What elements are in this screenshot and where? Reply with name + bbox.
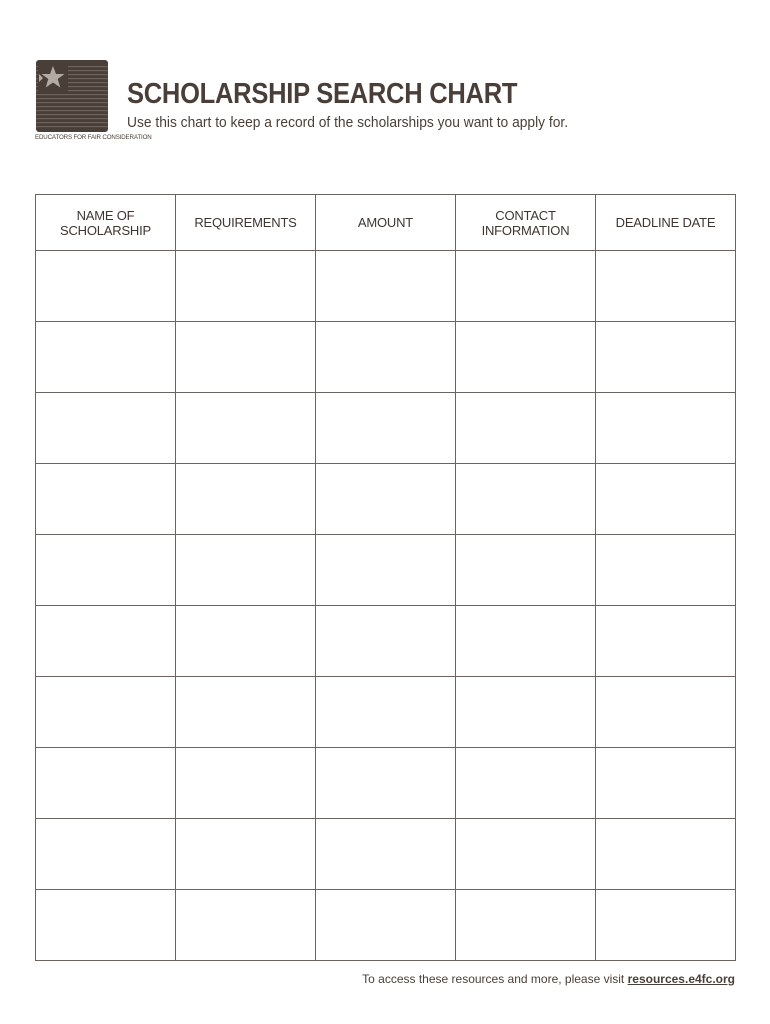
table-cell[interactable] (316, 819, 456, 890)
table-cell[interactable] (176, 464, 316, 535)
table-cell[interactable] (596, 393, 736, 464)
table-row (36, 464, 736, 535)
table-row (36, 251, 736, 322)
table-cell[interactable] (176, 322, 316, 393)
table-cell[interactable] (456, 677, 596, 748)
table-cell[interactable] (456, 890, 596, 961)
table-cell[interactable] (596, 748, 736, 819)
table-row (36, 606, 736, 677)
flag-star-logo (36, 60, 108, 132)
table-cell[interactable] (36, 677, 176, 748)
table-header-row (36, 195, 736, 251)
table-cell[interactable] (316, 535, 456, 606)
table-cell[interactable] (316, 251, 456, 322)
table-cell[interactable] (36, 819, 176, 890)
table-row (36, 819, 736, 890)
table-cell[interactable] (596, 819, 736, 890)
table-cell[interactable] (176, 251, 316, 322)
table-row (36, 890, 736, 961)
footer (362, 972, 735, 986)
table-cell[interactable] (176, 748, 316, 819)
table-row (36, 393, 736, 464)
table-cell[interactable] (596, 322, 736, 393)
table-cell[interactable] (176, 535, 316, 606)
table-cell[interactable] (316, 677, 456, 748)
table-cell[interactable] (456, 464, 596, 535)
table-cell[interactable] (456, 322, 596, 393)
table-cell[interactable] (36, 464, 176, 535)
table-cell[interactable] (456, 251, 596, 322)
table-cell[interactable] (36, 393, 176, 464)
table-cell[interactable] (316, 890, 456, 961)
table-cell[interactable] (176, 890, 316, 961)
table-cell[interactable] (36, 748, 176, 819)
table-cell[interactable] (596, 464, 736, 535)
table-cell[interactable] (596, 535, 736, 606)
table-row (36, 535, 736, 606)
table-body (36, 251, 736, 961)
column-header-requirements: REQUIREMENTS (176, 195, 316, 251)
table-cell[interactable] (316, 748, 456, 819)
table-cell[interactable] (36, 535, 176, 606)
table-cell[interactable] (596, 606, 736, 677)
table-cell[interactable] (176, 393, 316, 464)
table-cell[interactable] (316, 464, 456, 535)
page-title: SCHOLARSHIP SEARCH CHART (127, 78, 518, 110)
table-cell[interactable] (316, 393, 456, 464)
table-cell[interactable] (176, 606, 316, 677)
column-header-amount: AMOUNT (316, 195, 456, 251)
table-cell[interactable] (456, 393, 596, 464)
table-row (36, 677, 736, 748)
table-cell[interactable] (176, 819, 316, 890)
table-row (36, 748, 736, 819)
table-cell[interactable] (596, 890, 736, 961)
table-cell[interactable] (456, 819, 596, 890)
scholarship-table (35, 194, 736, 961)
table-cell[interactable] (316, 606, 456, 677)
table-cell[interactable] (36, 606, 176, 677)
column-header-contact: CONTACT INFORMATION (456, 195, 596, 251)
flag-star-icon (36, 60, 108, 132)
resources-link[interactable]: resources.e4fc.org (627, 972, 735, 986)
table-cell[interactable] (456, 535, 596, 606)
table-cell[interactable] (36, 251, 176, 322)
table-cell[interactable] (36, 890, 176, 961)
table-cell[interactable] (316, 322, 456, 393)
column-header-name: NAME OF SCHOLARSHIP (36, 195, 176, 251)
table-cell[interactable] (36, 322, 176, 393)
table-cell[interactable] (456, 748, 596, 819)
organization-name: EDUCATORS FOR FAIR CONSIDERATION (35, 134, 152, 141)
table-row (36, 322, 736, 393)
column-header-deadline: DEADLINE DATE (596, 195, 736, 251)
page-subtitle: Use this chart to keep a record of the scholarships you want to apply for. (127, 114, 569, 131)
table-cell[interactable] (596, 251, 736, 322)
table-cell[interactable] (456, 606, 596, 677)
footer-text: To access these resources and more, please visit (362, 972, 628, 986)
table-cell[interactable] (176, 677, 316, 748)
table-cell[interactable] (596, 677, 736, 748)
